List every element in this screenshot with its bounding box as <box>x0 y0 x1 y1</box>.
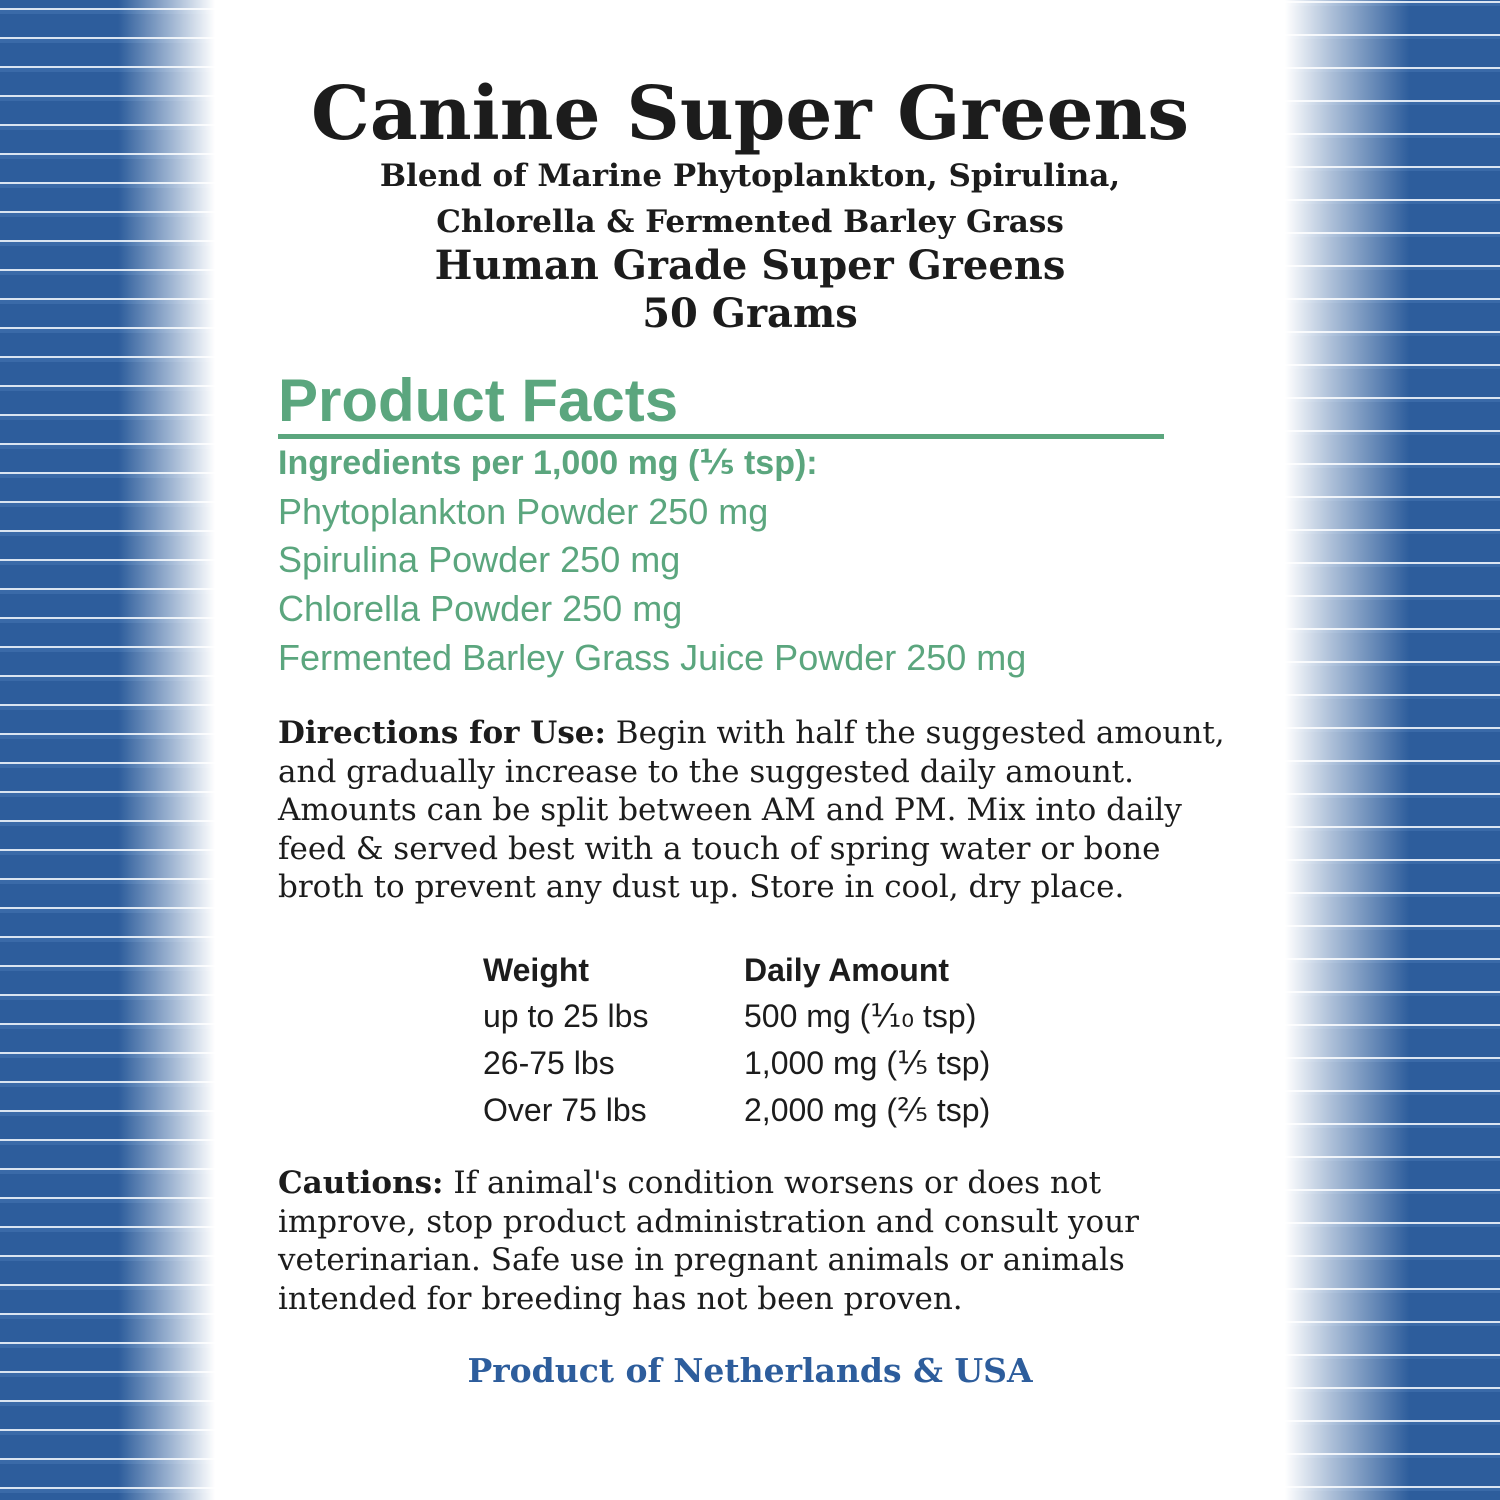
cautions-line: intended for breeding has not been proven. <box>278 1280 963 1317</box>
directions-label: Directions for Use: <box>278 715 606 751</box>
cautions-paragraph <box>278 1164 1238 1318</box>
product-title: Canine Super Greens <box>310 71 1190 157</box>
cautions-line: improve, stop product administration and consult your <box>278 1203 1139 1240</box>
product-origin: Product of Netherlands & USA <box>467 1351 1033 1390</box>
product-subtitle-line2: Chlorella & Fermented Barley Grass <box>436 204 1064 240</box>
ingredient-item: Spirulina Powder 250 mg <box>278 539 681 580</box>
dosage-weight-cell: Over 75 lbs <box>483 1092 647 1128</box>
net-weight: 50 Grams <box>642 290 858 337</box>
product-grade: Human Grade Super Greens <box>434 242 1066 289</box>
directions-paragraph <box>278 714 1238 907</box>
directions-line: Amounts can be split between AM and PM. Mix into daily <box>278 792 1182 828</box>
dosage-amount-cell: 2,000 mg (⅖ tsp) <box>744 1092 991 1128</box>
ingredient-item: Phytoplankton Powder 250 mg <box>278 491 769 532</box>
cautions-label: Cautions: <box>278 1165 444 1201</box>
dosage-header-amount: Daily Amount <box>744 952 950 988</box>
cautions-line: Cautions: If animal's condition worsens or does not <box>278 1165 1102 1201</box>
directions-line: Directions for Use: Begin with half the suggested amount, <box>278 715 1225 751</box>
directions-line: and gradually increase to the suggested daily amount. <box>278 753 1134 790</box>
dosage-header-weight: Weight <box>483 952 590 988</box>
product-facts-heading: Product Facts <box>278 368 1164 439</box>
cautions-line: veterinarian. Safe use in pregnant animals or animals <box>278 1242 1125 1278</box>
dosage-weight-cell: up to 25 lbs <box>483 998 649 1034</box>
product-subtitle-line1: Blend of Marine Phytoplankton, Spirulina, <box>379 158 1121 194</box>
dosage-amount-cell: 500 mg (⅒ tsp) <box>744 998 977 1034</box>
ingredient-item: Fermented Barley Grass Juice Powder 250 mg <box>278 637 1027 678</box>
directions-line: feed & served best with a touch of spring water or bone <box>278 830 1161 867</box>
ingredients-heading: Ingredients per 1,000 mg (⅕ tsp): <box>278 444 818 482</box>
dosage-amount-cell: 1,000 mg (⅕ tsp) <box>744 1045 991 1081</box>
directions-line: broth to prevent any dust up. Store in cool, dry place. <box>278 869 1125 905</box>
dosage-weight-cell: 26-75 lbs <box>483 1045 615 1081</box>
ingredient-item: Chlorella Powder 250 mg <box>278 588 683 629</box>
